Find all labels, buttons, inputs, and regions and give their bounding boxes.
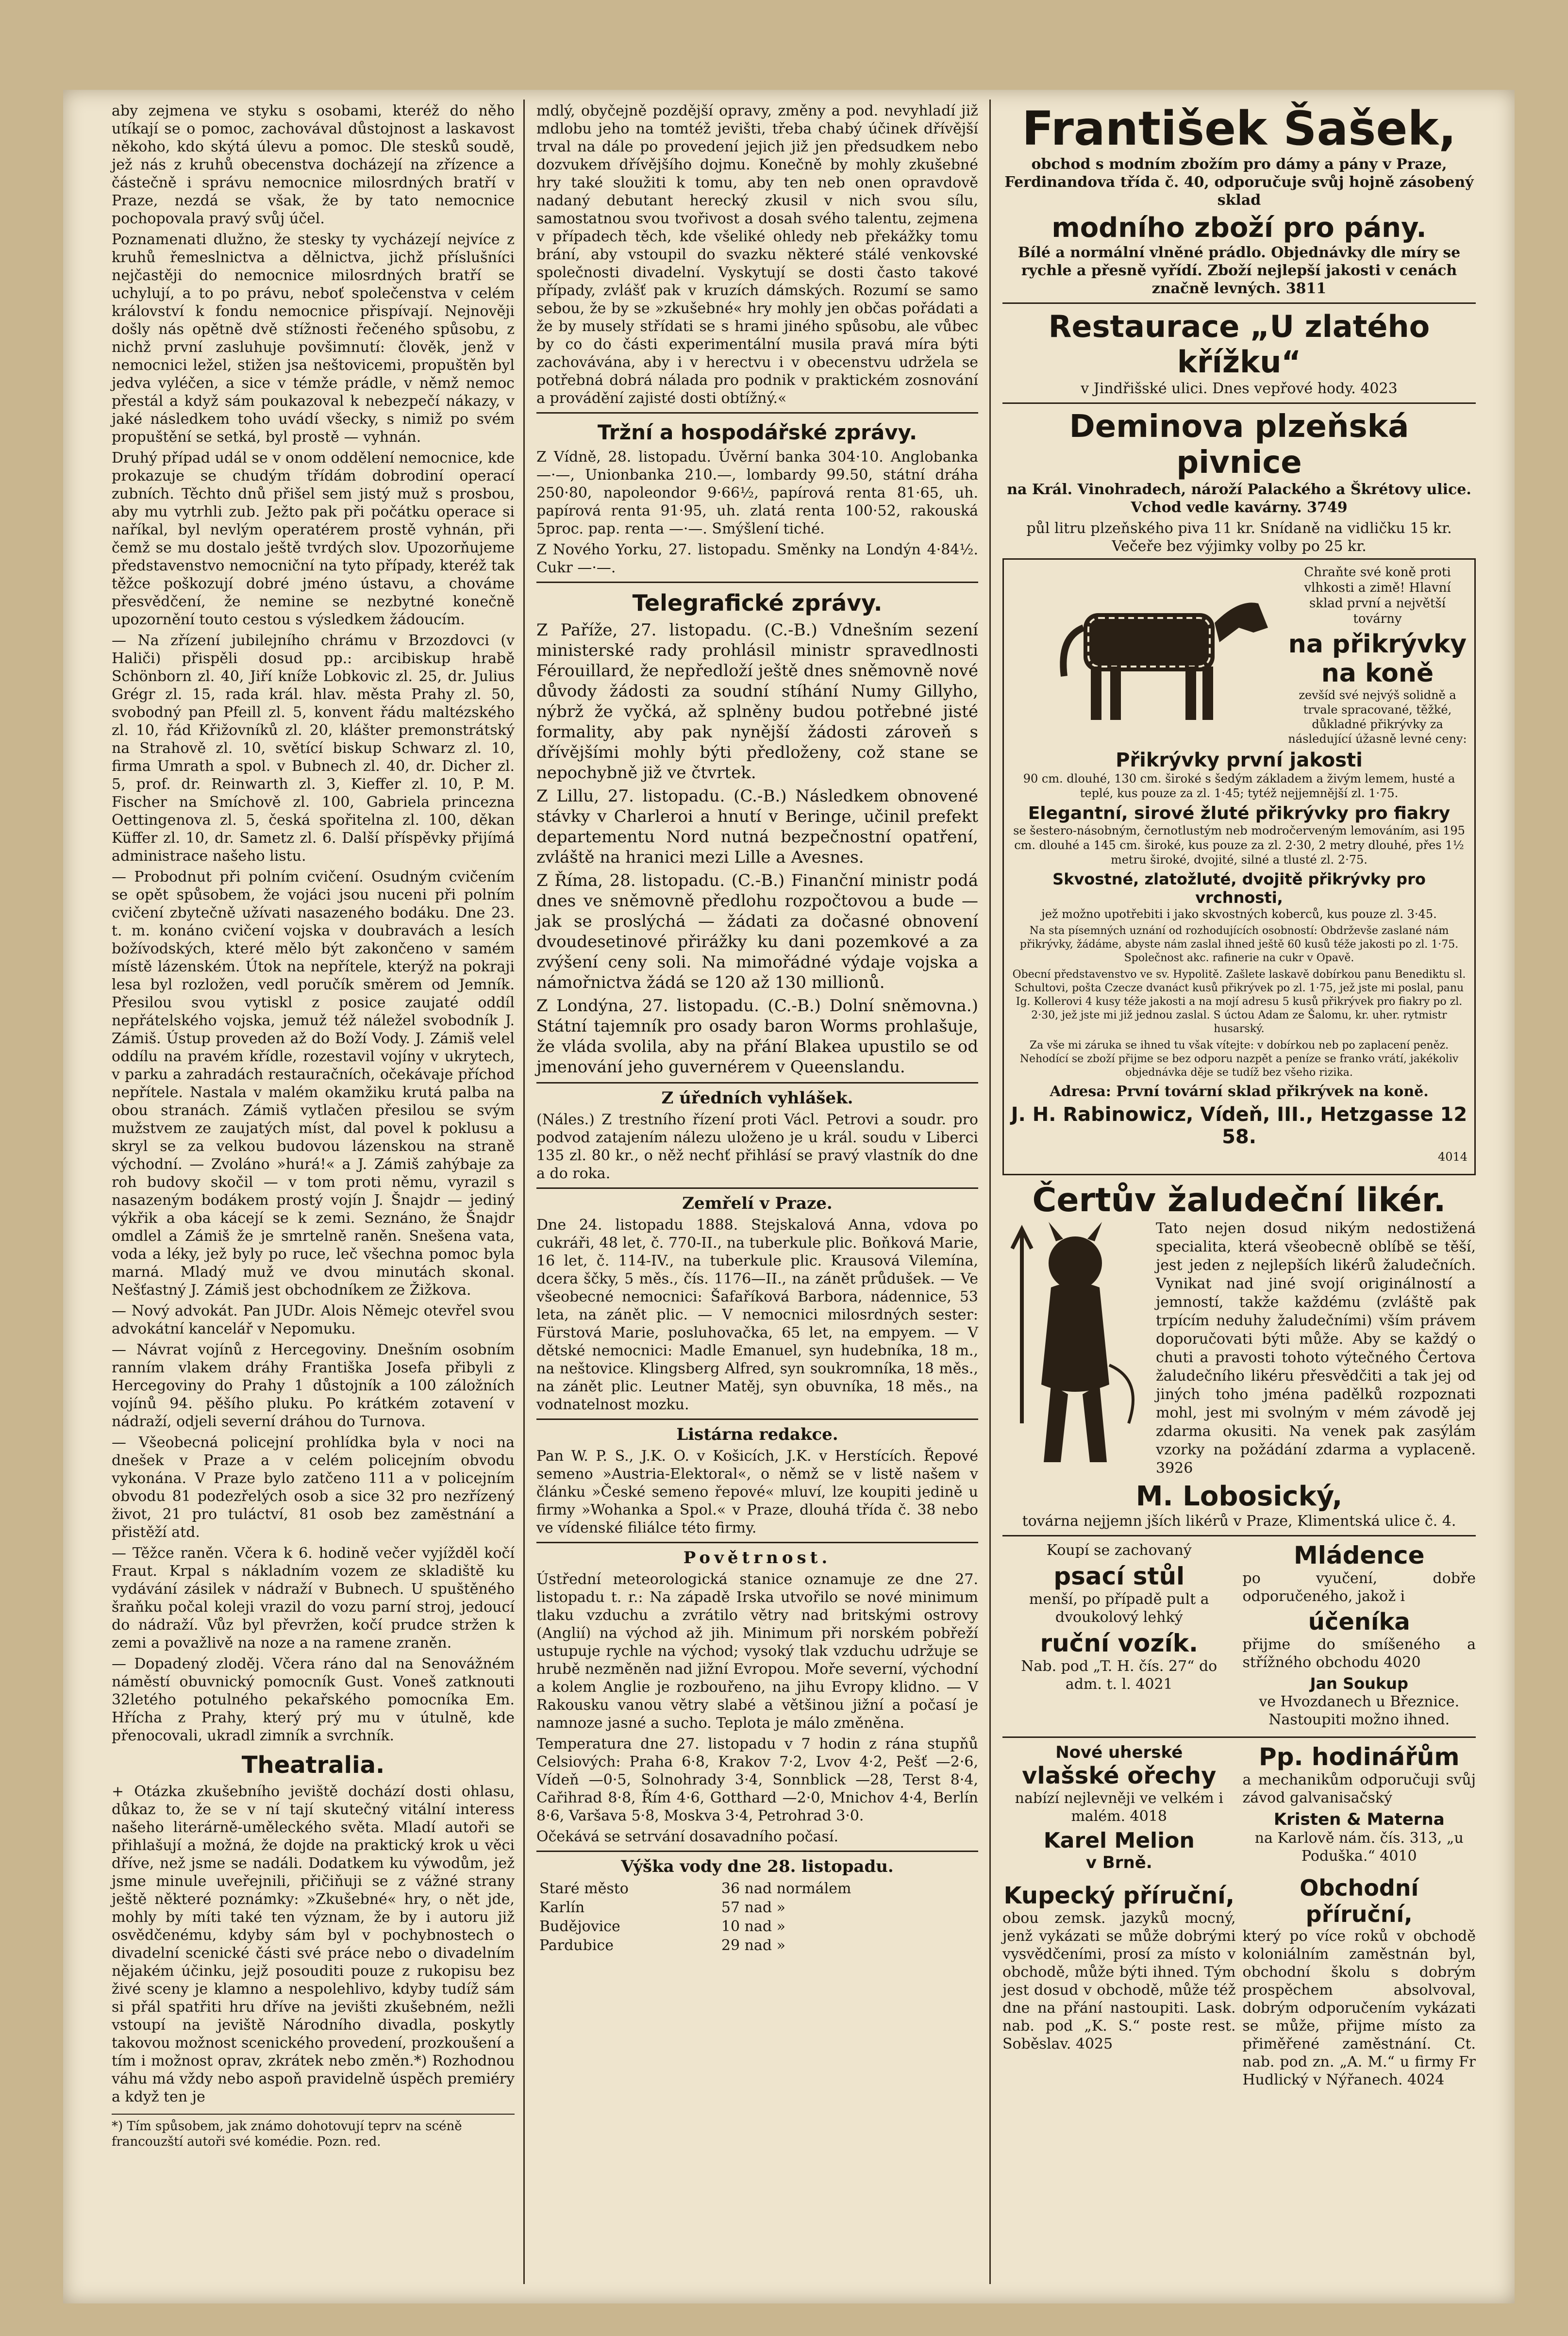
divider <box>1002 1736 1476 1738</box>
column-rule <box>523 100 525 2284</box>
ad-ucen-headline: účeníka <box>1308 1608 1410 1635</box>
section-heading-water-level: Výška vody dne 28. listopadu. <box>621 1857 894 1876</box>
ad-psaci-text-2: menší, po případě pult a dvoukolový lehký <box>1029 1591 1209 1626</box>
ad-sasek-name: František Šašek, <box>1022 101 1456 156</box>
deaths-list: Dne 24. listopadu 1888. Stejskalová Anna, vdova po cukráři, 48 let, č. 770-II., na tuberkule plic. Boňková Marie, 16 let, č. 114-IV., na tuberkule plic. Krausová Vilemína, dcera ščky, 5 měs., čís. 1176—II., na zánět průdušek. — Ve všeobecné nemocnici: Šafaříková Barbora, nádennice, 53 leta, na zánět plic. — V nemocnici milosrdných sester: Fürstová Marie, posluhovačka, 65 let, na empyem. — V dětské nemocnici: Madle Emanuel, syn hudebníka, 18 m., na neštovice. Klingsberg Alfred, syn soukromníka, 18 měs., na zánět plic. Leutner Matěj, syn obuvníka, 18 měs., na vodnatelnost mozku. <box>536 1217 978 1413</box>
ad-krizek-name: Restaurace „U zlatého křížku“ <box>1048 309 1430 380</box>
ad-horse-product-1-text: 90 cm. dlouhé, 130 cm. široké s šedým základem a živým lemem, husté a teplé, kus pouze za zl. 1·45; tytéž nejjemnější zl. 1·75. <box>1023 772 1455 800</box>
ad-mladence-headline: Mládence <box>1294 1541 1425 1569</box>
official-notice: (Náles.) Z trestního řízení proti Václ. Petrovi a soudr. pro podvod zatajením nálezu uloženo je u král. soudu v Liberci 135 zl. 80 kr., o něž nechť přihlásí se pravý vlastník do dne a do roka. <box>536 1111 978 1182</box>
weather-report: Temperatura dne 27. listopadu v 7 hodin z rána stupňů Celsiových: Praha 6·8, Krakov 7·2, Lvov 4·2, Pešť —2·6, Vídeň —0·5, Solnohrady 3·4, Sonnblick —28, Terst 8·4, Cařihrad 8·8, Řím 4·6, Gotthard —2·0, Mnichov 4·4, Berlín 8·6, Varšava 5·8, Moskva 3·4, Petrohrad 3·0. <box>536 1735 978 1824</box>
column-advertisements <box>1002 102 1476 2092</box>
divider <box>1002 402 1476 404</box>
ad-horse-firm: J. H. Rabinowicz, Vídeň, III., Hetzgasse 12 58. <box>1011 1103 1468 1148</box>
table-cell-place: Karlín <box>539 1899 585 1916</box>
water-level-table <box>536 1879 978 1955</box>
ad-obchodni-text: který po více roků v obchodě koloniálním zaměstnán byl, obchodní školu s dobrým prospěchem absolvoval, dobrým odporučením vykázati se může, přijme místo za přiměřené zaměstnání. Ct. nab. pod zn. „A. M.“ u firmy Fr Hudlický v Nýřanech. 4024 <box>1242 1928 1476 2088</box>
ad-sasek-details: Bílé a normální vlněné prádlo. Objednávky dle míry se rychle a přesně vyřídí. Zboží nejlepší jakosti v cenách značně levných. 3811 <box>1018 244 1461 297</box>
table-row <box>536 1936 978 1955</box>
table-cell-place: Staré město <box>539 1880 629 1897</box>
ad-orechy-head: Nové uherské <box>1055 1743 1183 1762</box>
ad-ucen-text: přijme do smíšeného a střížného obchodu 4020 <box>1242 1636 1476 1671</box>
ad-horse-product-2-text: se šestero-násobným, černotlustým neb modročerveným lemováním, asi 195 cm. dlouhé a 145 cm. široké, kus pouze za zl. 2·30, 2 metry dlouhé, přes 1½ metru široké, dvojité, silné a tlusté zl. 2·75. <box>1013 824 1465 867</box>
ad-horse-testimonial: Obecní představenstvo ve sv. Hypolitě. Zašlete laskavě dobírkou panu Benediktu sl. Schultovi, pošta Czecze dvanáct kusů přikrývek po zl. 1·75, jež jste mi poslal, panu Ig. Kollerovi 4 kusy téže jakosti a na mojí adresu 5 kusů přikrývek pro fiakry po zl. 2·30, jež jste mi již jednou zaslal. S úctou Adam ze Šalomu, kr. uher. rytmistr husarský. <box>1012 968 1466 1035</box>
ad-certuv-text: Tato nejen dosud nikým nedostižená specialita, která všeobecně oblíbě se těší, jest jeden z nejlepších likérů žaludečních. Vynikat nad jiné svojí originálností a jemností, takže každému (zvláště pak trpícím neduhy žaludečními) vším právem doporučovati býti může. Aby se každý o chuti a pravosti tohoto výtečného Čertova žaludečního likéru přesvědčiti a tak jej od jiných toho jména padělků rozpoznati mohl, jest mi svolným v mém závodě jej zdarma okusiti. Na venek pak zasýlám vzorky na požádání zdarma a vyplaceně. 3926 <box>1156 1220 1476 1477</box>
small-ads-row <box>1002 1541 1476 1732</box>
section-heading-letters: Listárna redakce. <box>676 1425 838 1444</box>
ad-horse-product-3: Skvostné, zlatožluté, dvojitě přikrývky pro vrchnosti, <box>1052 870 1426 907</box>
weather-report: Očekává se setrvání dosavadního počasí. <box>536 1828 839 1845</box>
ad-orechy-headline: vlašské ořechy <box>1022 1762 1217 1789</box>
ad-hodinar <box>1243 1743 1476 2092</box>
news-item: — Těžce raněn. Včera k 6. hodině večer vyjížděl kočí Fraut. Krpal s nákladním vozem ze skladiště ku vydávání zásilek v nádraží v Bubnech. U spuštěného šraňku počal koleji vrazil do vozu parní stroj, jedoucí do nádraží. Vůz byl převržen, kočí prudce stržen k zemi a považlivě na noze a na ramene zraněn. <box>112 1545 515 1652</box>
ad-lobosicky-name: M. Lobosický, <box>1135 1481 1343 1512</box>
section-heading-market: Tržní a hospodářské zprávy. <box>597 420 917 444</box>
news-item: — Návrat vojínů z Hercegoviny. Dnešním osobním ranním vlakem dráhy Františka Josefa přibyli z Hercegoviny do Prahy 1 důstojník a 100 záložních vojínů 94. pěšího pluku. Po krátkém zotavení v nádraží, odjeli severní dráhou do Turnova. <box>112 1341 515 1430</box>
section-heading-weather: Povětrnost. <box>683 1548 832 1568</box>
ad-ucen-text-2: ve Hvozdanech u Březnice. Nastoupiti možno ihned. <box>1259 1693 1460 1728</box>
divider <box>536 1082 978 1084</box>
weather-report: Ústřední meteorologická stanice oznamuje ze dne 27. listopadu t. r.: Na západě Irska utvořilo se nové minimum tlaku vzduchu a zvrátilo větry nad britskými ostrovy (Anglií) na východ až jih. Minimum při norském pobřeží ustupuje rychle na východ; vysoký tlak vzduchu udržuje se hrubě nezměněn nad jižní Evropou. Moře severní, východní a kolem Anglie je rozbouřeno, na jihu Evropy klidno. — V Rakousku vanou větry slabé a většinou jižní a počasí je namnoze jasné a sucho. Teplota je málo změněna. <box>536 1571 978 1732</box>
divider <box>1002 302 1476 304</box>
divider <box>536 1542 978 1543</box>
small-ads-row <box>1002 1743 1476 2092</box>
ad-hodinar-text-2: na Karlově nám. čís. 313, „u Poduška.“ 4010 <box>1254 1830 1464 1865</box>
divider <box>536 412 978 414</box>
divider <box>536 582 978 583</box>
section-heading-deaths: Zemřelí v Praze. <box>682 1194 833 1213</box>
ad-kupecky-text: obou zemsk. jazyků mocný, jenž vykázati se může dobrými vysvědčeními, prosí za místo v obchodě, může býti ihned. Tým jest dosud v obchodě, může též dne na přání nastoupiti. Lask. nab. pod „K. S.“ poste rest. Soběslav. 4025 <box>1002 1910 1236 2052</box>
ad-hodinar-text: a mechanikům odporučuji svůj závod galvanisačský <box>1242 1771 1476 1806</box>
telegram: Z Londýna, 27. listopadu. (C.-B.) Dolní sněmovna.) Státní tajemník pro osady baron Worms prohlašuje, že vláda svolila, aby na přání Blakea upustilo se od jmenování jeho guvernérem v Queenslandu. <box>536 996 978 1077</box>
ad-rucni-vozik: ruční vozík. <box>1040 1629 1198 1657</box>
ad-horse-address: Adresa: První tovární sklad přikrývek na koně. <box>1050 1083 1429 1100</box>
news-item: — Na zřízení jubilejního chrámu v Brzozdovci (v Haliči) přispěli dosud pp.: arcibiskup hrabě Schönborn zl. 40, Jiří kníže Lobkovic zl. 25, dr. Julius Grégr zl. 15, rada král. hlav. města Prahy zl. 50, svobodný pan Pfeill zl. 5, konvent řádu maltézského zl. 10, řád Křižovníků zl. 20, klášter premonstrátský na Strahově zl. 10, světící biskup Schwarz zl. 10, firma Umrath a spol. v Bubnech zl. 40, dr. Dicher zl. 5, prof. dr. Reinwarth zl. 3, Kieffer zl. 10, P. M. Fischer na Smíchově zl. 100, Gabriela princezna Oettingenova zl. 5, česká spořitelna zl. 100, děkan Küffer zl. 10, dr. Sametz zl. 6. Další příspěvky přijímá administrace našeho listu. <box>112 632 515 865</box>
column-middle <box>536 102 978 1955</box>
ad-sasek-text: obchod s modním zbožím pro dámy a pány v Praze, Ferdinandova třída č. 40, odporučuje svůj hojně zásobený sklad <box>1004 156 1474 209</box>
section-heading-theatralia: Theatralia. <box>241 1752 385 1779</box>
ad-number: 4014 <box>1437 1150 1468 1164</box>
ad-horse-product-3-text: jež možno upotřebiti i jako skvostných koberců, kus pouze zl. 3·45. <box>1041 907 1437 921</box>
ad-deminova-details: půl litru plzeňského piva 11 kr. Snídaně na vidličku 15 kr. Večeře bez výjimky volby po 25 kr. <box>1026 520 1452 555</box>
telegram: Z Říma, 28. listopadu. (C.-B.) Finanční ministr podá dnes ve sněmovně předlohu rozpočtovou a bude — jak se proslýchá — žádati za dočasné obnovení dvoudesetinové přirážky ku dani pozemkové a za zvýšení ceny soli. Na mimořádné výdaje vojska a námořnictva žádá se 120 až 130 millionů. <box>536 871 978 992</box>
ad-mladence-text: po vyučení, dobře odporučeného, jakož i <box>1242 1570 1476 1605</box>
article-paragraph: + Otázka zkušebního jeviště dochází dosti ohlasu, důkaz to, že se v ní tají skutečný vitální interess našeho literárně-uměleckého světa. Mladí autoři se přihlašují a možná, že dojde na praktický krok u věci dříve, než jsme se nadáli. Dodatkem ku výwodům, jež jsme minule uveřejnili, přičiňuji se z vážné strany ještě některé poznámky: »Zkušebné« hry, o nět jde, mohly by míti také ten význam, že by i autoru již osvědčenému, kdyby sám byl v pochybnostech o divadelní scenické části své práce nebo o divadelním nějakém účinku, jejž posouditi pouze z rukopisu bez živé sceny je klamno a nespolehlivo, kdyby tudíž sám si přál spatřiti hru dříve na jevišti zkušebném, nežli vstoupí na jeviště Národního divadla, poskytly takovou možnost scenického provedení, prozkoušení a tím i možnost oprav, zkrátek nebo změn.*) Rozhodnou váhu má vždy nebo aspoň pravidelně úspěch premiéry a když ten je <box>112 1783 515 2105</box>
news-item: — Dopadený zloděj. Včera ráno dal na Senovážném náměstí obuvnický pomocník Gust. Voneš zatknouti 32letého potulného pekařského pomocníka Em. Hřícha z Prahy, který prý mu v útulně, kde přenocovali, ukradl zimník a svrchník. <box>112 1655 515 1744</box>
telegram: Z Paříže, 27. listopadu. (C.-B.) Vdnešním sezení ministerské rady prohlásil ministr spravedlnosti Férouillard, že nepředloží ještě dnes sněmovně nové důvody žádosti za soudní stíhání Numy Gillyho, nýbrž že vyčká, až splněny budou potřebné jisté formality, aby pak nynější žádosti zároveň s dřívějšími mohly býti předloženy, což stane se nepochybně již ve čtvrtek. <box>536 620 978 783</box>
ad-deminova-name: Deminova plzeňská pivnice <box>1069 409 1409 481</box>
ad-certuv-name: Čertův žaludeční likér. <box>1032 1181 1446 1219</box>
ad-horse-caption-2: zevšíd své nejvýš solidně a trvale spracované, těžké, důkladné přikrývky za následující úžasně levné ceny: <box>1288 688 1467 746</box>
section-heading-official: Z úředních vyhlášek. <box>661 1088 853 1108</box>
column-rule <box>989 100 991 2284</box>
ad-horse-terms: Za vše mi záruka se ihned tu však vítejte: v dobírkou neb po zaplacení peněz. Nehodící se zboží přijme se bez odporu nazpět a peníze se franko vrátí, jakékoliv objednávka děje se tudíž bez všeho rizika. <box>1019 1039 1459 1079</box>
ad-psaci-headline: psací stůl <box>1053 1562 1185 1590</box>
table-row <box>536 1898 978 1917</box>
ad-rucni-text: Nab. pod „T. H. čís. 27“ do adm. t. l. 4021 <box>1021 1658 1218 1693</box>
ad-horse-product-1: Přikrývky první jakosti <box>1116 749 1363 771</box>
article-paragraph: aby zejmena ve styku s osobami, kteréž do něho utíkají se o pomoc, zachovával důstojnost a laskavost někoho, kdo skýtá úlevu a pomoc. Dle stesků soudě, jež nás z kruhů obecenstva docházejí na zřízence a částečně i správu nemocnice milosrdných bratří v Praze, nezdá se však, že by tato nemocnice pochopovala pravý svůj účel. <box>112 102 515 227</box>
article-paragraph: Druhý případ udál se v onom oddělení nemocnice, kde prokazuje se chudým třídám dobrodiní operací zubních. Těchto dnů přišel sem jistý muž s prosbou, aby mu vytrhli zub. Ježto pak při počátku operace si naříkal, byl nevlým operatérem prostě vyhnán, při čemž se mu dostalo ještě tvrdých slov. Upozorňujeme představenstvo nemocniční na tyto případy, kteréž tak těžce poškozují dobré jméno ústavu, a chováme přesvědčení, že nemine se nezbytné konečně upozornění touto cestou s výsledkem žádoucím. <box>112 450 515 628</box>
newspaper-page <box>63 90 1515 2303</box>
divider <box>1002 1535 1476 1536</box>
ad-krizek-text: v Jindřišské ulici. Dnes vepřové hody. 4023 <box>1081 380 1398 397</box>
ad-mladence <box>1243 1541 1476 1732</box>
ad-psaci-stul <box>1002 1541 1236 1732</box>
telegram: Z Lillu, 27. listopadu. (C.-B.) Následkem obnovené stávky v Charleroi a hnutí v Beringe, učinil prefekt departementu Nord nutná bezpečnostní opatření, zvláště na hranici mezi Lille a Avesnes. <box>536 786 978 867</box>
ad-horse-headline: na přikrývky na koně <box>1288 630 1467 688</box>
news-item: — Všeobecná policejní prohlídka byla v noci na dnešek v Praze a v celém policejním obvodu vykonána. V Praze bylo zatčeno 111 a v policejním obvodu 81 podezřelých osob a sice 32 pro nezřízený život, 21 pro tuláctví, 81 osob bez zaměstnání a přistěží atd. <box>112 1434 515 1541</box>
footnote: *) Tím spůsobem, jak známo dohotovují teprv na scéně francouzští autoři své komédie. Pozn. red. <box>112 2114 515 2150</box>
horse-illustration <box>1011 584 1283 730</box>
ad-orechy <box>1002 1743 1236 2092</box>
ad-psaci-text: Koupí se zachovaný <box>1046 1542 1192 1559</box>
article-paragraph: mdlý, obyčejně pozdější opravy, změny a pod. nevyhladí již mdlobu jeho na tomtéž jevišti, třeba chabý účinek dřívější trval na dále po provedení jejich již jen předsudkem nebo dozvukem dřívějšího dojmu. Konečně by mohly zkušebné hry také sloužiti k tomu, aby ten neb onen opravdově nadaný debutant herecký zkusil v nich svou sílu, samostatnou svou tvořivost a dosah svého talentu, zejmena v případech těch, kde všeliké ohledy neb překážky tomu brání, aby vstoupil do svazku některé stálé venkovské společnosti divadelní. Vyskytují se dosti často takové případy, zvlášť pak v kruzích dámských. Rozumí se samo sebou, že by se »zkušebné« hry mohly jen občas pořádati a že by musely střídati se s hrami jiného spůsobu, ale vůbec by co do části experimentální musila pravá míra býti zachovávána, aby i v herectvu i v obecenstvu udržela se potřebná dobrá nálada pro podnik v praktickém zosnování a provádění zajisté dosti obtížný.« <box>536 102 978 407</box>
news-item: — Probodnut při polním cvičení. Osudným cvičením se opět spůsobem, že vojáci jsou nuceni při polním cvičení zbytečně užívati nasazeného bodáku. Dne 23. t. m. konáno cvičení vojska v doubravách a lesích božívodských, které mělo být zakončeno v samém místě lázenském. Útok na nepřítele, kterýž na pokraji lesa byl rozložen, vedl poručík směrem od Jemník. Přesilou svou vytiskl z posice zaujaté oddíl nepřátelského vojska, jemuž též náležel svobodník J. Zámiš. Ústup proveden až do Boží Vody. J. Zámiš velel oddílu na pravém křídle, rozestavil vojíny v ukrytech, v parku a zahradách restauračních, očekávaje příchod nepřítele. Nastala v malém okamžiku krutá palba na obou stranách. Zámiš vytlačen přesilou se svým mužstvem ze zaujatých míst, dal povel k poklusu a skryl se za velkou budovou lázenskou na straně východní. — Zvoláno »hurá!« a J. Zámiš zahýbaje za roh budovy skočil — v tom proti němu, vyrazil s nasazeným bodákem prostý vojín J. Šnajdr — jediný výkřik a oba kácejí se k zemi. Seznáno, že Šnajdr omdlel a Zámiš že je smrtelně raněn. Snešena vata, voda a léky, jež byly po ruce, leč všechna pomoc byla marná. Mladý muž ve dvou minutách skonal. Nešťastný J. Zámiš jest obchodníkem ze Žižkova. <box>112 868 515 1299</box>
column-left <box>112 102 515 2150</box>
ad-ucen-name: Jan Soukup <box>1310 1674 1408 1693</box>
letters-item: Pan W. P. S., J.K. O. v Košicích, J.K. v Herstících. Řepové semeno »Austria-Elektoral«, o němž se v listě našem v článku »České semeno řepové« mluví, lze koupiti jedině u firmy »Wohanka a Spol.« v Praze, dlouhá třída č. 38 nebo ve vídenské filiálce této firmy. <box>536 1448 978 1536</box>
ad-deminova-text: na Král. Vinohradech, nároží Palackého a Škrétovy ulice. Vchod vedle kavárny. 3749 <box>1007 481 1471 516</box>
table-row <box>536 1879 978 1898</box>
divider <box>536 1418 978 1420</box>
ad-horse-blankets <box>1002 558 1476 1175</box>
table-cell-place: Pardubice <box>539 1937 614 1954</box>
ad-kupecky-headline: Kupecký příruční, <box>1003 1882 1234 1909</box>
ad-sasek-headline: modního zboží pro pány. <box>1051 212 1427 244</box>
table-cell-value: 57 nad » <box>721 1899 785 1916</box>
ad-horse-caption: Chraňte své koně proti vlhkosti a zimě! Hlavní sklad první a největší továrny <box>1304 565 1451 626</box>
market-report: Z Vídně, 28. listopadu. Úvěrní banka 304·10. Anglobanka —·—, Unionbanka 210.—, lombardy 99.50, státní dráha 250·80, napoleondor 9·66½, papírová renta 81·65, uh. papírová renta 91·95, uh. zlatá renta 100·52, rakouská 5proc. pap. renta —·—. Smýšlení tiché. <box>536 449 978 537</box>
ad-orechy-firm: Karel Melion <box>1043 1828 1195 1853</box>
article-paragraph: Poznamenati dlužno, že stesky ty vycházejí nejvíce z kruhů řemeslnictva a dělnictva, jichž příslušníci nejčastěji do nemocnice milosrdných bratří se uchylují, a to po právu, neboť společenstva v celém království k fondu nemocnice přispívají. Nejnověji došly nás opětně dvě stížnosti řečeného spůsobu, z nichž první zasluhuje povšimnutí: člověk, jenž v nemocnici ležel, stižen jsa neštovicemi, propuštěn byl jedva vyléčen, a sice v témže prádle, v němž nemoc přestál a když sám poukazoval k nebezpečí nákazy, v jaké následkem toho uvádí všecky, s nimiž po svém propuštění se setká, byl prostě — vyhnán. <box>112 231 515 446</box>
table-cell-value: 29 nad » <box>721 1937 785 1954</box>
ad-hodinar-firm: Kristen & Materna <box>1273 1810 1445 1829</box>
table-row <box>536 1917 978 1936</box>
ad-obchodni-headline: Obchodní příruční, <box>1300 1875 1419 1927</box>
divider <box>536 1187 978 1189</box>
table-cell-value: 36 nad normálem <box>721 1880 851 1897</box>
market-report: Z Nového Yorku, 27. listopadu. Směnky na Londýn 4·84½. Cukr —·—. <box>536 541 978 576</box>
devil-illustration <box>1002 1219 1148 1472</box>
news-item: — Nový advokát. Pan JUDr. Alois Němejc otevřel svou advokátní kancelář v Nepomuku. <box>112 1302 515 1337</box>
section-heading-telegrams: Telegrafické zprávy. <box>632 590 883 616</box>
ad-hodinar-headline: Pp. hodinářům <box>1259 1743 1460 1771</box>
table-cell-value: 10 nad » <box>721 1918 785 1935</box>
divider <box>536 1851 978 1852</box>
ad-horse-testimonial: Na sta písemných uznání od rozhodujících osobností: Obdrževše zaslané nám přikrývky, žádáme, abyste nám zaslal ihned ještě 60 kusů téže jakosti po zl. 1·75. Společnost akc. rafinerie na cukr v Opavě. <box>1019 925 1459 964</box>
ad-horse-product-2: Elegantní, sirové žluté přikrývky pro fiakry <box>1028 803 1451 823</box>
ad-orechy-text: nabízí nejlevněji ve velkém i malém. 4018 <box>1015 1790 1223 1825</box>
table-cell-place: Budějovice <box>539 1918 620 1935</box>
ad-lobosicky-text: továrna nejjemn jších likérů v Praze, Klimentská ulice č. 4. <box>1022 1513 1456 1530</box>
ad-orechy-place: v Brně. <box>1085 1853 1152 1872</box>
